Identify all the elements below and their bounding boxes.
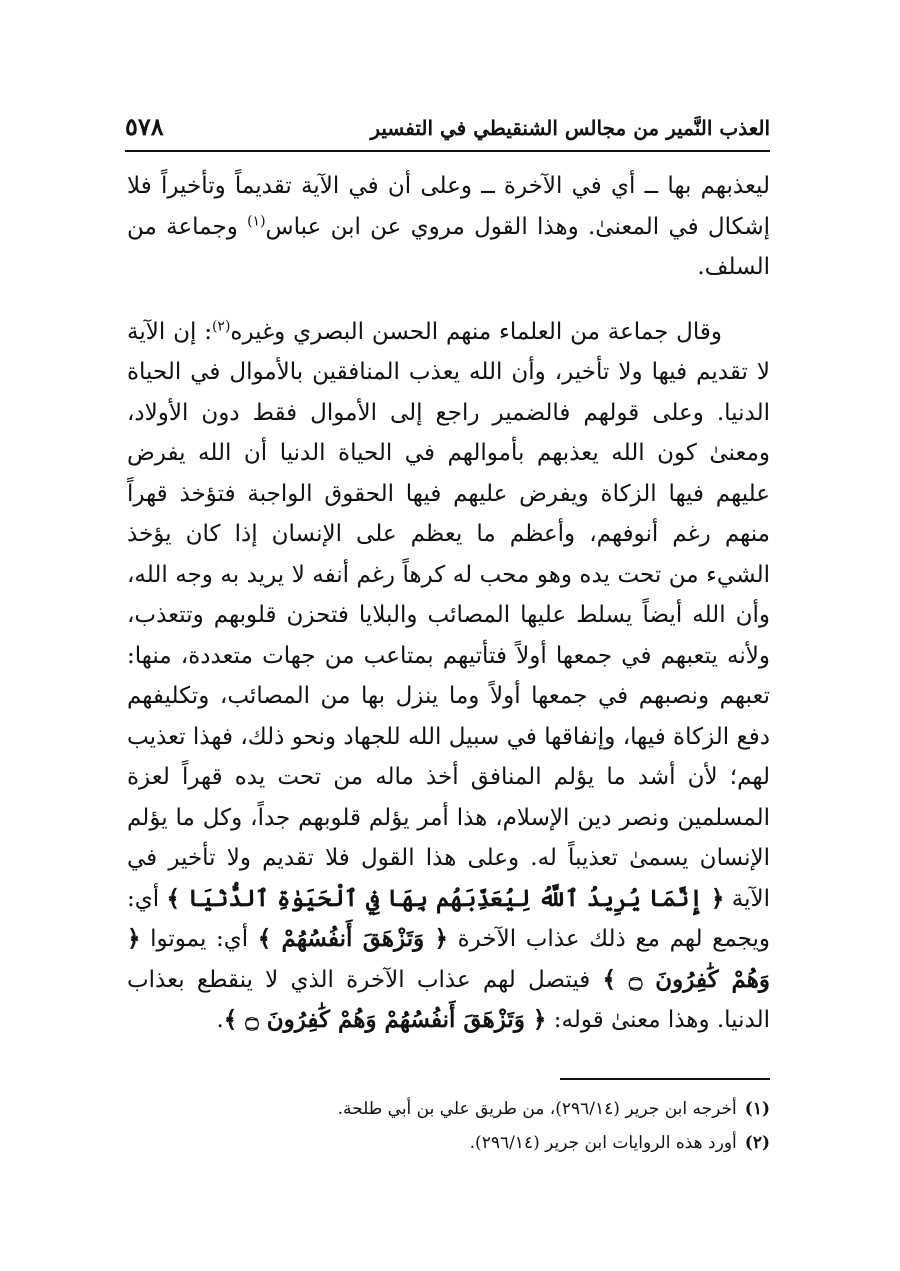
footnote-2-number: (٢) — [744, 1133, 770, 1153]
paragraph-2 — [127, 312, 770, 1041]
quran-verse-1: ﴿ إِنَّمَا يُرِيدُ ٱللَّهُ لِيُعَذِّبَهُم بِهَا فِي ٱلْحَيَوٰةِ ٱلدُّنْيَا ﴾ — [166, 884, 725, 912]
paragraph-1-text-b: وجماعة من السلف. — [127, 213, 770, 280]
quran-verse-3: ﴿ وَهُمْ كَٰفِرُونَ ۝ ﴾ — [127, 925, 770, 993]
footnote-divider — [560, 1078, 770, 1080]
page-header — [125, 110, 770, 150]
header-divider — [125, 150, 770, 152]
paragraph-2-text-d: أي: يموتوا — [140, 926, 258, 952]
quran-verse-2: ﴿ وَتَزْهَقَ أَنفُسُهُمْ ﴾ — [257, 925, 448, 952]
paragraph-2-text-b: : إن الآية لا تقديم فيها ولا تأخير، وأن الله يعذب المنافقين بالأموال في الحياة الدنيا. وعلى قولهم فالضمير راجع إلى الأموال فقط دون الأولاد، ومعنىٰ كون الله يعذبهم بأموالهم في الحياة الدنيا أن الله يفرض عليهم فيها الزكاة ويفرض عليهم فيها الحقوق الواجبة فتؤخذ قهراً منهم رغم أنوفهم، وأعظم ما يعظم على الإنسان إذا كان يؤخذ الشيء من تحت يده وهو محب له كرهاً رغم أنفه لا يريد به وجه الله، وأن الله أيضاً يسلط عليها المصائب والبلايا فتحزن قلوبهم وتتعذب، ولأنه يتعبهم في جمعها أولاً فتأتيهم بمتاعب من جهات متعددة، منها: تعبهم ونصبهم في جمعها أولاً وما ينزل بها من المصائب، وتكليفهم دفع الزكاة فيها، وإنفاقها في سبيل الله للجهاد ونحو ذلك، فهذا تعذيب لهم؛ لأن أشد ما يؤلم المنافق أخذ ماله من تحت يده قهراً لعزة المسلمين ونصر دين الإسلام، هذا أمر يؤلم قلوبهم جداً، وكل ما يؤلم الإنسان يسمىٰ تعذيباً له. وعلى هذا القول فلا تقديم ولا تأخير في الآية — [127, 318, 770, 912]
running-title: العذب النَّمير من مجالس الشنقيطي في التفسير — [370, 116, 770, 140]
page-number: ٥٧٨ — [125, 112, 164, 141]
paragraph-1 — [127, 166, 770, 288]
paragraph-2-text-e: فيتصل لهم عذاب الآخرة الذي لا ينقطع بعذاب الدنيا. وهذا معنىٰ قوله: — [127, 966, 770, 1033]
paragraph-2-text-f: . — [216, 1007, 224, 1033]
footnote-2-text: أورد هذه الروايات ابن جرير (٢٩٦/١٤). — [469, 1133, 737, 1153]
main-text — [127, 166, 770, 1041]
footnote-2 — [200, 1126, 770, 1160]
quran-verse-4: ﴿ وَتَزْهَقَ أَنفُسُهُمْ وَهُمْ كَٰفِرُونَ ۝ ﴾ — [223, 1006, 547, 1033]
footnote-1 — [200, 1092, 770, 1126]
footnote-marker-2: (٢) — [211, 317, 231, 334]
footnote-1-number: (١) — [744, 1099, 770, 1119]
footnote-1-text: أخرجه ابن جرير (٢٩٦/١٤)، من طريق علي بن أبي طلحة. — [337, 1099, 737, 1119]
paragraph-2-text-c: أي: ويجمع لهم مع ذلك عذاب الآخرة — [127, 885, 771, 952]
paragraph-2-text-a: وقال جماعة من العلماء منهم الحسن البصري وغيره — [230, 318, 722, 345]
footnotes — [200, 1092, 770, 1160]
footnote-marker-1: (١) — [247, 212, 266, 229]
paragraph-1-text-a: ليعذبهم بها ــ أي في الآخرة ــ وعلى أن في الآية تقديماً وتأخيراً فلا إشكال في المعنىٰ. وهذا القول مروي عن ابن عباس — [127, 173, 770, 240]
